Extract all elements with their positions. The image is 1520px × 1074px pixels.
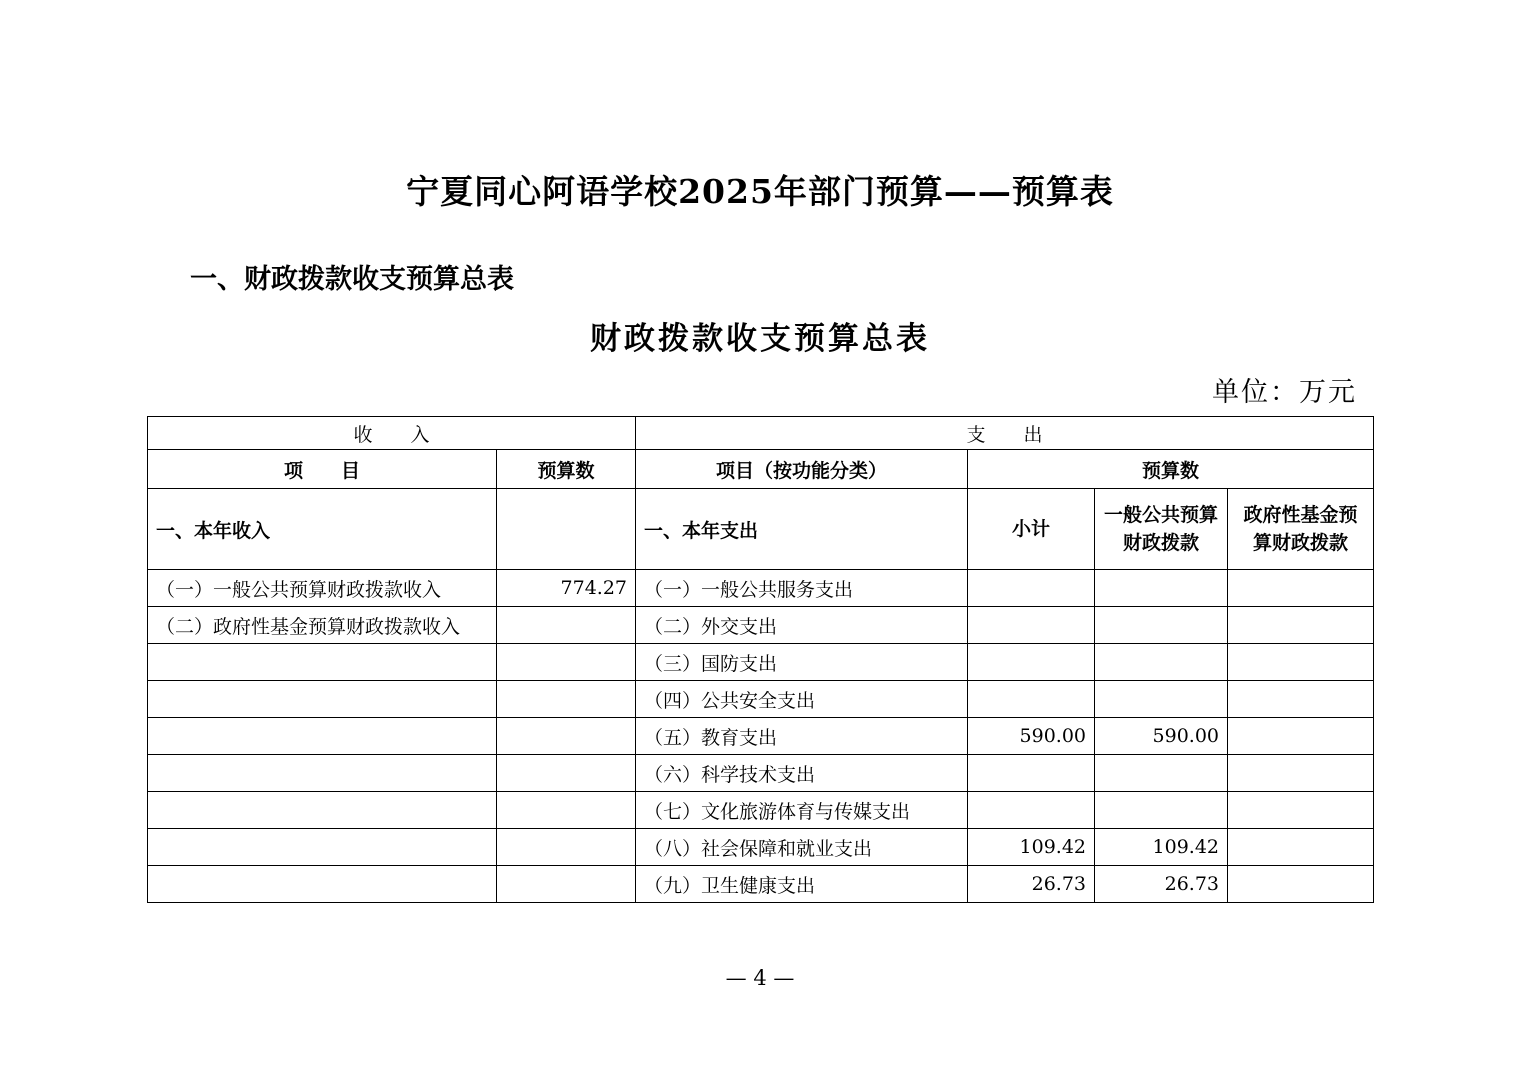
table-row [148, 644, 1374, 681]
table-row [148, 607, 1374, 644]
fund-budget-cell [1228, 644, 1374, 681]
income-item-cell [148, 681, 497, 718]
general-budget-cell [1095, 570, 1228, 607]
current-year-income: 一、本年收入 [148, 489, 497, 570]
page-number: — 4 — [725, 966, 795, 990]
budget-table [147, 416, 1374, 903]
expense-item-cell: （三）国防支出 [636, 644, 968, 681]
fund-budget-cell [1228, 607, 1374, 644]
subtotal-cell [968, 644, 1095, 681]
header-row-1 [148, 417, 1374, 450]
subtotal-cell [968, 607, 1095, 644]
header-general-public-budget: 一般公共预算财政拨款 [1095, 489, 1228, 570]
table-row [148, 681, 1374, 718]
header-subtotal: 小计 [968, 489, 1095, 570]
header-item-by-function: 项目（按功能分类） [636, 450, 968, 489]
header-budget-amount: 预算数 [497, 450, 636, 489]
income-amount-cell [497, 681, 636, 718]
income-item-cell: （一）一般公共预算财政拨款收入 [148, 570, 497, 607]
income-item-cell [148, 644, 497, 681]
section-heading: 一、财政拨款收支预算总表 [190, 264, 514, 295]
header-gov-fund-budget: 政府性基金预算财政拨款 [1228, 489, 1374, 570]
income-amount-cell [497, 718, 636, 755]
unit-label: 单位：万元 [1212, 377, 1357, 408]
expense-item-cell: （九）卫生健康支出 [636, 866, 968, 903]
table-row [148, 570, 1374, 607]
header-row-3 [148, 489, 1374, 570]
expense-item-cell: （六）科学技术支出 [636, 755, 968, 792]
income-item-cell [148, 829, 497, 866]
table-row [148, 718, 1374, 755]
fund-budget-cell [1228, 570, 1374, 607]
general-budget-cell [1095, 681, 1228, 718]
table-row [148, 792, 1374, 829]
general-budget-cell [1095, 644, 1228, 681]
income-amount-cell [497, 866, 636, 903]
fund-budget-cell [1228, 718, 1374, 755]
subtotal-cell [968, 681, 1095, 718]
income-item-cell: （二）政府性基金预算财政拨款收入 [148, 607, 497, 644]
subtotal-cell [968, 755, 1095, 792]
expense-item-cell: （五）教育支出 [636, 718, 968, 755]
table-row [148, 829, 1374, 866]
fund-budget-cell [1228, 866, 1374, 903]
expense-item-cell: （二）外交支出 [636, 607, 968, 644]
table-row [148, 755, 1374, 792]
current-year-expense: 一、本年支出 [636, 489, 968, 570]
header-budget-amount-expense: 预算数 [968, 450, 1374, 489]
subtotal-cell: 109.42 [968, 829, 1095, 866]
current-year-income-amount [497, 489, 636, 570]
general-budget-cell [1095, 607, 1228, 644]
subtotal-cell [968, 792, 1095, 829]
income-amount-cell [497, 792, 636, 829]
header-income: 收 入 [148, 417, 636, 450]
general-budget-cell [1095, 792, 1228, 829]
document-title: 宁夏同心阿语学校2025年部门预算——预算表 [406, 172, 1114, 211]
header-item: 项 目 [148, 450, 497, 489]
general-budget-cell [1095, 755, 1228, 792]
subtotal-cell: 26.73 [968, 866, 1095, 903]
subtotal-cell: 590.00 [968, 718, 1095, 755]
income-item-cell [148, 755, 497, 792]
income-amount-cell [497, 755, 636, 792]
fund-budget-cell [1228, 829, 1374, 866]
income-amount-cell: 774.27 [497, 570, 636, 607]
income-item-cell [148, 866, 497, 903]
table-title: 财政拨款收支预算总表 [590, 321, 930, 357]
header-expense: 支 出 [636, 417, 1374, 450]
income-item-cell [148, 792, 497, 829]
fund-budget-cell [1228, 792, 1374, 829]
expense-item-cell: （一）一般公共服务支出 [636, 570, 968, 607]
general-budget-cell: 26.73 [1095, 866, 1228, 903]
expense-item-cell: （八）社会保障和就业支出 [636, 829, 968, 866]
header-row-2 [148, 450, 1374, 489]
fund-budget-cell [1228, 681, 1374, 718]
income-item-cell [148, 718, 497, 755]
subtotal-cell [968, 570, 1095, 607]
general-budget-cell: 109.42 [1095, 829, 1228, 866]
general-budget-cell: 590.00 [1095, 718, 1228, 755]
income-amount-cell [497, 607, 636, 644]
table-row [148, 866, 1374, 903]
income-amount-cell [497, 829, 636, 866]
income-amount-cell [497, 644, 636, 681]
fund-budget-cell [1228, 755, 1374, 792]
expense-item-cell: （七）文化旅游体育与传媒支出 [636, 792, 968, 829]
expense-item-cell: （四）公共安全支出 [636, 681, 968, 718]
